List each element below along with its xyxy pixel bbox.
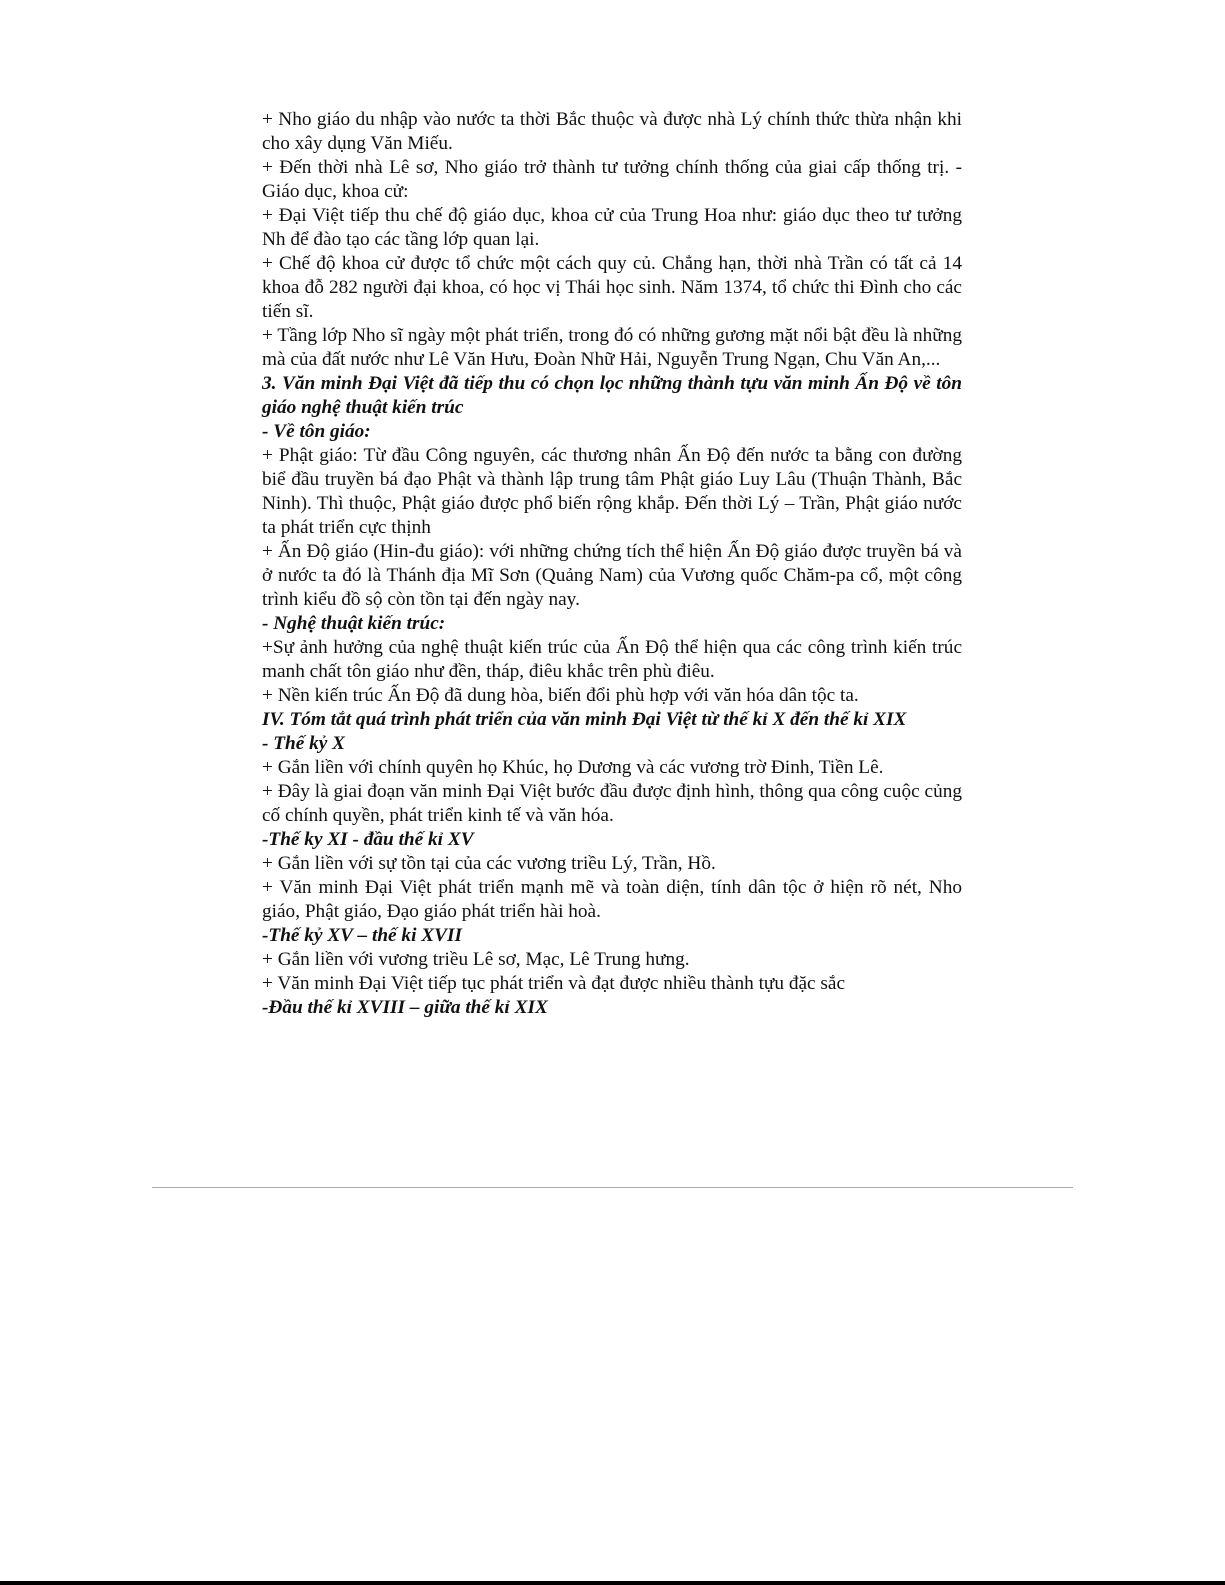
paragraph-century-xi-xv-development: + Văn minh Đại Việt phát triển mạnh mẽ và toàn diện, tính dân tộc ở hiện rõ nét, Nho giáo, Phật giáo, Đạo giáo phát triển hài hoà. [262, 877, 962, 922]
paragraph-confucianism-le: + Đến thời nhà Lê sơ, Nho giáo trở thành tư tưởng chính thống của giai cấp thống trị. - Giáo dục, khoa cử: [262, 157, 962, 202]
paragraph-exams: + Chế độ khoa cử được tổ chức một cách quy củ. Chẳng hạn, thời nhà Trần có tất cả 14 khoa đỗ 282 người đại khoa, có học vị Thái học sinh. Năm 1374, tổ chức thi Đình cho các tiến sĩ. [262, 253, 962, 322]
section-heading-india: 3. Văn minh Đại Việt đã tiếp thu có chọn lọc những thành tựu văn minh Ấn Độ về tôn giáo nghệ thuật kiến trúc [262, 373, 962, 418]
paragraph-architecture-influence: +Sự ảnh hưởng của nghệ thuật kiến trúc của Ấn Độ thể hiện qua các công trình kiến trúc manh chất tôn giáo như đền, tháp, điêu khắc trên phù điêu. [262, 637, 962, 682]
subheading-century-xviii-xix: -Đầu thế kỉ XVIII – giữa thế kỉ XIX [262, 997, 548, 1018]
paragraph-century-xv-xvii-dynasties: + Gắn liền với vương triều Lê sơ, Mạc, Lê Trung hưng. [262, 949, 690, 970]
paragraph-confucianism-intro: + Nho giáo du nhập vào nước ta thời Bắc thuộc và được nhà Lý chính thức thừa nhận khi cho xây dụng Văn Miếu. [262, 109, 962, 154]
paragraph-century-x-stage: + Đây là giai đoạn văn minh Đại Việt bước đầu được định hình, thông qua công cuộc củng cố chính quyền, phát triển kinh tế và văn hóa. [262, 781, 962, 826]
page-bottom-edge [0, 1581, 1225, 1585]
paragraph-scholars: + Tầng lớp Nho sĩ ngày một phát triển, trong đó có những gương mặt nổi bật đều là những mà của đất nước như Lê Văn Hưu, Đoàn Nhữ Hải, Nguyễn Trung Ngạn, Chu Văn An,... [262, 325, 962, 370]
subheading-century-x: - Thế kỷ X [262, 733, 345, 754]
paragraph-century-xi-xv-dynasties: + Gắn liền với sự tồn tại của các vương triều Lý, Trần, Hồ. [262, 853, 716, 874]
subheading-century-xi-xv: -Thế ky XI - đầu thế kỉ XV [262, 829, 474, 850]
subheading-century-xv-xvii: -Thế kỷ XV – thế ki XVII [262, 925, 462, 946]
subheading-religion: - Về tôn giáo: [262, 421, 371, 442]
paragraph-education: + Đại Việt tiếp thu chế độ giáo dục, khoa cử của Trung Hoa như: giáo dục theo tư tưởng Nh để đào tạo các tầng lớp quan lại. [262, 205, 962, 250]
paragraph-century-x-dynasties: + Gắn liền với chính quyên họ Khúc, họ Dương và các vương trờ Đinh, Tiền Lê. [262, 757, 884, 778]
paragraph-architecture-adaptation: + Nền kiến trúc Ấn Độ đã dung hòa, biến đổi phù hợp với văn hóa dân tộc ta. [262, 685, 859, 706]
page-divider-line [152, 1187, 1073, 1188]
section-heading-summary: IV. Tóm tắt quá trình phát triển của văn minh Đại Việt từ thế kỉ X đến thế kỉ XIX [262, 709, 907, 730]
paragraph-hinduism: + Ấn Độ giáo (Hin-đu giáo): với những chứng tích thể hiện Ấn Độ giáo được truyền bá và ở nước ta đó là Thánh địa Mĩ Sơn (Quảng Nam) của Vương quốc Chăm-pa cổ, một công trình kiểu đồ sộ còn tồn tại đến ngày nay. [262, 541, 962, 610]
subheading-architecture: - Nghệ thuật kiến trúc: [262, 613, 446, 634]
document-body [262, 108, 962, 1020]
paragraph-buddhism: + Phật giáo: Từ đầu Công nguyên, các thương nhân Ấn Độ đến nước ta bằng con đường biể đầu truyền bá đạo Phật và thành lập trung tâm Phật giáo Luy Lâu (Thuận Thành, Bắc Ninh). Thì thuộc, Phật giáo được phổ biến rộng khắp. Đến thời Lý – Trần, Phật giáo nước ta phát triển cực thịnh [262, 445, 962, 538]
paragraph-century-xv-xvii-development: + Văn minh Đại Việt tiếp tục phát triển và đạt được nhiều thành tựu đặc sắc [262, 973, 846, 994]
